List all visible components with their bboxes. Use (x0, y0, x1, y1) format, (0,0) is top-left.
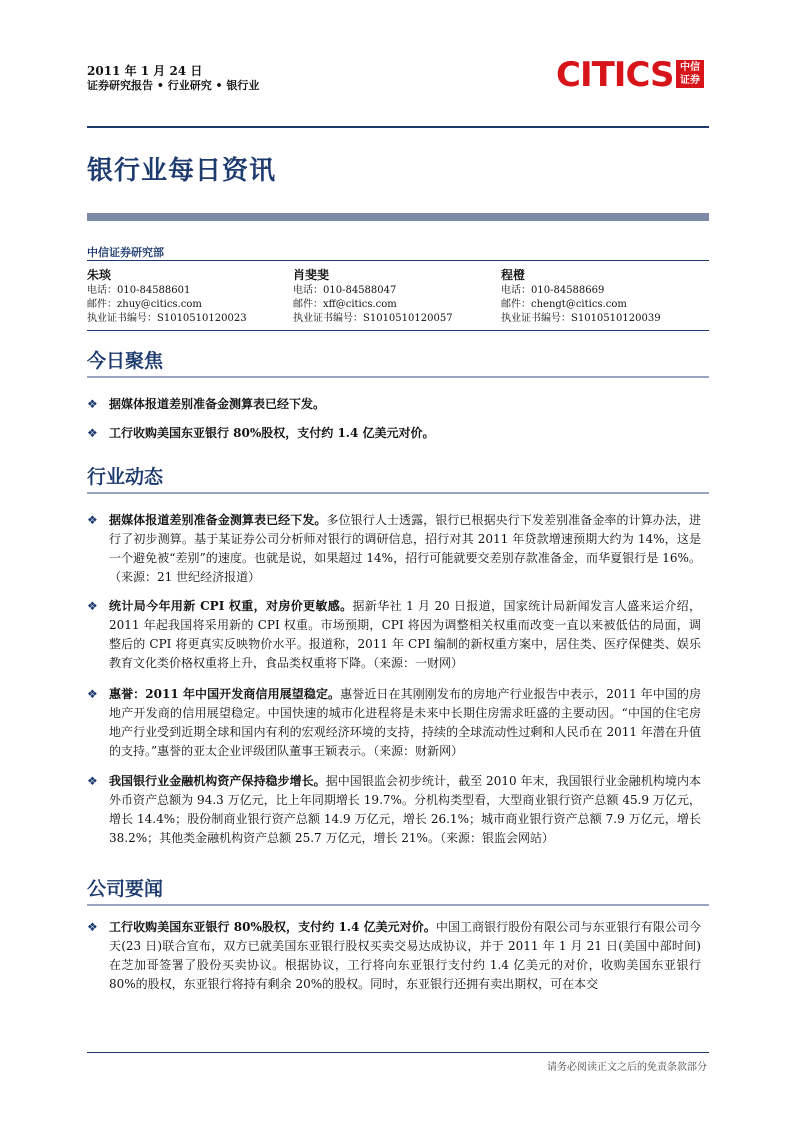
page-title: 银行业每日资讯 (87, 156, 277, 186)
news-item (109, 772, 701, 848)
section-title-industry: 行业动态 (87, 466, 164, 488)
diamond-bullet-icon: ❖ (87, 920, 98, 934)
news-item (109, 597, 701, 673)
analyst-phone: 电话：010-84588669 (501, 285, 605, 296)
analyst-cert: 执业证书编号：S1010510120057 (293, 313, 453, 324)
report-category: 证券研究报告 • 行业研究 • 银行业 (87, 79, 260, 92)
section-rule (87, 492, 709, 494)
logo-badge (676, 60, 704, 88)
list-item (87, 918, 709, 996)
news-body: 多位银行人士透露，银行已根据央行下发差别准备金率的计算办法，进行了初步测算。基于某证券公司分析师对银行的调研信息，招行对其 2011 年贷款增速预期大约为 14%，这是一个避免被“差别”的速度。也就是说，如果超过 14%，招行可能就要交差别存款准备金，而华夏银行是 16%。（来源：21 世纪经济报道） (109, 513, 701, 584)
logo-badge-bottom: 证券 (680, 75, 700, 86)
analyst-name: 肖斐斐 (293, 268, 330, 282)
analysts-rule (87, 330, 709, 331)
analyst-email[interactable]: 邮件：xff@citics.com (293, 299, 397, 310)
news-body: 据新华社 1 月 20 日报道，国家统计局新闻发言人盛来运介绍，2011 年起我国将采用新的 CPI 权重。市场预期，CPI 将因为调整相关权重而改变一直以来被低估的局面，调整后的 CPI 将更真实反映物价水平。报道称，2011 年 CPI 编制的新权重方案中，居住类、医疗保健类、娱乐教育文化类价格权重将上升，食品类权重将下降。（来源：一财网） (109, 599, 701, 670)
research-dept: 中信证券研究部 (87, 246, 164, 259)
analyst-name: 朱琰 (87, 268, 112, 282)
diamond-bullet-icon: ❖ (87, 687, 98, 701)
diamond-bullet-icon: ❖ (87, 599, 98, 613)
news-item (109, 918, 701, 994)
dept-rule (87, 260, 709, 261)
analyst-phone: 电话：010-84588047 (293, 285, 397, 296)
footer-rule (87, 1052, 709, 1053)
news-headline: 我国银行业金融机构资产保持稳步增长。 (109, 774, 326, 788)
news-item (109, 685, 701, 761)
analyst-phone: 电话：010-84588601 (87, 285, 191, 296)
diamond-bullet-icon: ❖ (87, 397, 98, 411)
analyst-card (87, 266, 297, 326)
analyst-email[interactable]: 邮件：zhuy@citics.com (87, 299, 202, 310)
news-body: 惠誉近日在其刚刚发布的房地产行业报告中表示，2011 年中国的房地产开发商的信用展望稳定。中国快速的城市化进程将是未来中长期住房需求旺盛的主要动因。“中国的住宅房地产行业受到近期全球和国内有利的宏观经济环境的支持，持续的全球流动性过剩和人民币在 2011 年潜在升值的支持。”惠誉的亚太企业评级团队董事王颖表示。（来源：财新网） (109, 687, 702, 758)
list-item (87, 511, 709, 589)
section-title-focus: 今日聚焦 (87, 350, 164, 372)
news-item (109, 511, 701, 587)
disclaimer-note: 请务必阅读正文之后的免责条款部分 (547, 1062, 707, 1073)
logo-wordmark: CITICS (556, 55, 674, 95)
analyst-name: 程橙 (501, 268, 526, 282)
report-date: 2011 年 1 月 24 日 (87, 64, 203, 78)
list-item (87, 597, 709, 675)
analyst-cert: 执业证书编号：S1010510120039 (501, 313, 661, 324)
list-item (87, 685, 709, 763)
diamond-bullet-icon: ❖ (87, 513, 98, 527)
section-rule (87, 376, 709, 378)
header-rule (87, 126, 709, 128)
focus-item-text: 据媒体报道差别准备金测算表已经下发。 (109, 397, 326, 411)
diamond-bullet-icon: ❖ (87, 774, 98, 788)
title-band (87, 213, 709, 221)
news-headline: 统计局今年用新 CPI 权重，对房价更敏感。 (109, 599, 353, 613)
news-body: 据中国银监会初步统计，截至 2010 年末，我国银行业金融机构境内本外币资产总额为 94.3 万亿元，比上年同期增长 19.7%。分机构类型看，大型商业银行资产总额 45.9 万亿元，增长 14.4%；股份制商业银行资产总额 14.9 万亿元，增长 26.1%；城市商业银行资产总额 7.9 万亿元，增长 38.2%；其他类金融机构资产总额 25.7 万亿元，增长 21%。（来源：银监会网站） (109, 774, 701, 845)
analyst-card (293, 266, 503, 326)
news-headline: 惠誉：2011 年中国开发商信用展望稳定。 (109, 687, 341, 701)
news-body: 中国工商银行股份有限公司与东亚银行有限公司今天(23 日)联合宣布，双方已就美国东亚银行股权买卖交易达成协议，并于 2011 年 1 月 21 日(美国中部时间)在芝加哥签署了股份买卖协议。根据协议，工行将向东亚银行支付约 1.4 亿美元的对价，收购美国东亚银行 80%的股权，东亚银行将持有剩余 20%的股权。同时，东亚银行还拥有卖出期权，可在本交 (109, 920, 701, 991)
news-headline: 据媒体报道差别准备金测算表已经下发。 (109, 513, 327, 527)
list-item (87, 424, 709, 444)
analyst-card (501, 266, 711, 326)
section-title-company: 公司要闻 (87, 878, 164, 900)
section-rule (87, 904, 709, 906)
logo-badge-top: 中信 (680, 62, 700, 73)
focus-item-text: 工行收购美国东亚银行 80%股权，支付约 1.4 亿美元对价。 (109, 426, 435, 440)
list-item (87, 772, 709, 850)
diamond-bullet-icon: ❖ (87, 426, 98, 440)
analyst-email[interactable]: 邮件：chengt@citics.com (501, 299, 627, 310)
citics-logo (556, 53, 706, 99)
analyst-cert: 执业证书编号：S1010510120023 (87, 313, 247, 324)
news-headline: 工行收购美国东亚银行 80%股权，支付约 1.4 亿美元对价。 (109, 920, 436, 934)
list-item (87, 395, 709, 415)
